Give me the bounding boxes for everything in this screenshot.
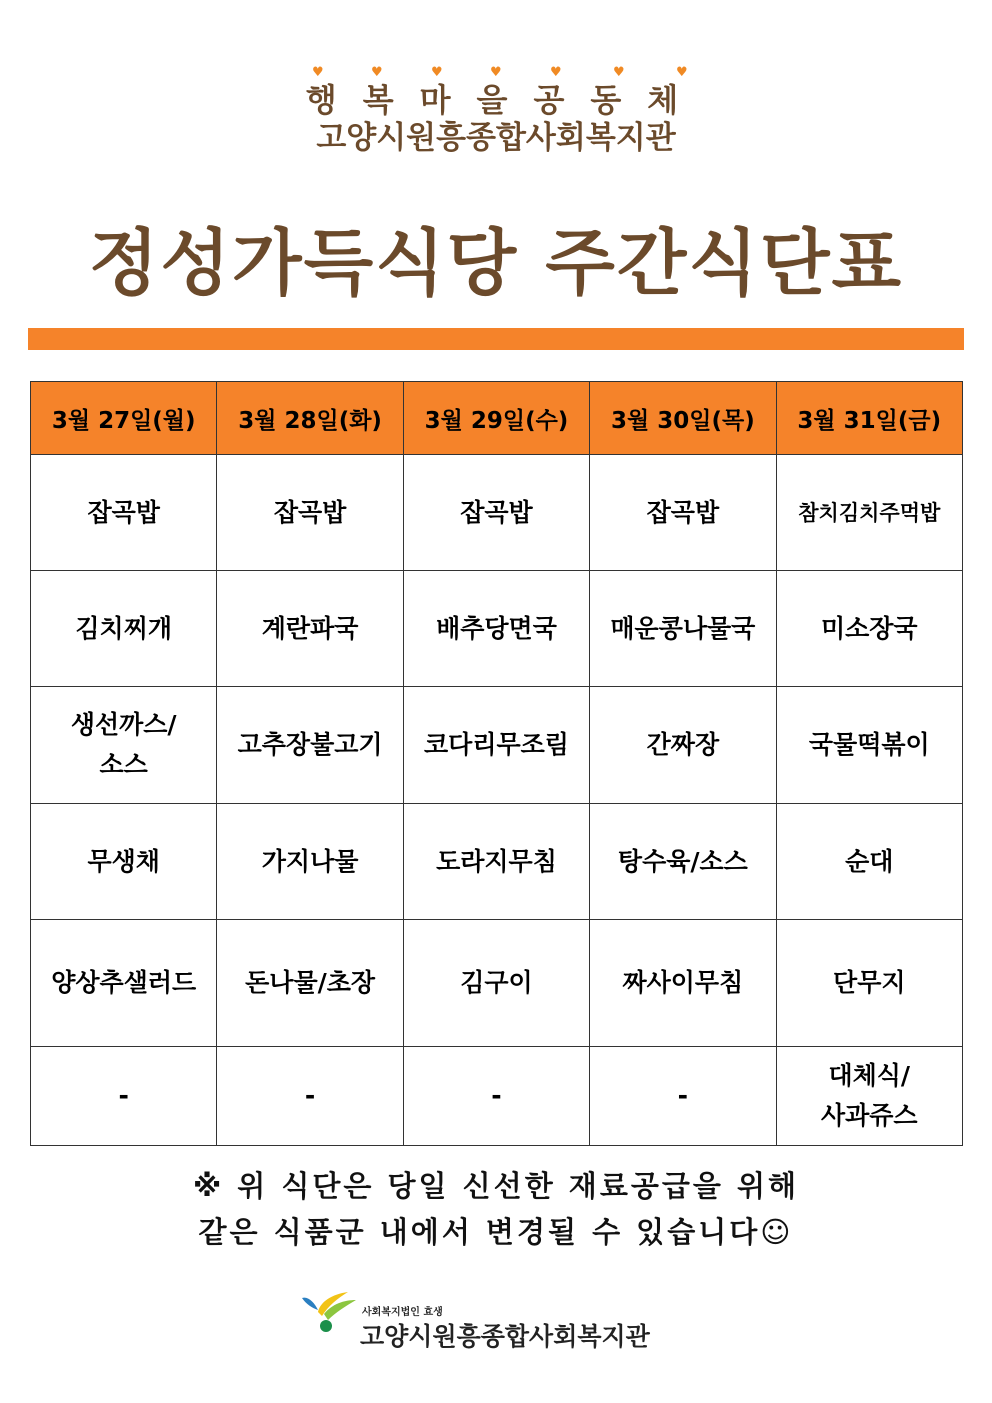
day-header: 3월 30일(목) — [590, 382, 776, 455]
menu-cell: 돈나물/초장 — [217, 920, 403, 1047]
table-row — [31, 920, 963, 1047]
menu-cell — [776, 1047, 962, 1146]
menu-cell-line: 생선까스/ — [70, 710, 177, 739]
notice-line: 같은 식품군 내에서 변경될 수 있습니다☺ — [198, 1215, 794, 1249]
menu-cell: 순대 — [776, 804, 962, 920]
menu-cell: 도라지무침 — [403, 804, 589, 920]
logo-mark-icon — [298, 1290, 360, 1350]
welfare-center-logo — [298, 1290, 678, 1370]
logo-small-text: 사회복지법인 효생 — [362, 1307, 443, 1318]
menu-cell-line: 소스 — [99, 750, 148, 779]
menu-cell: 단무지 — [776, 920, 962, 1047]
notice-line: ※ 위 식단은 당일 신선한 재료공급을 위해 — [193, 1169, 799, 1203]
menu-cell: 잡곡밥 — [403, 455, 589, 571]
menu-cell: 양상추샐러드 — [31, 920, 217, 1047]
menu-cell: - — [403, 1047, 589, 1146]
menu-cell: 참치김치주먹밥 — [776, 455, 962, 571]
menu-cell-line: 대체식/ — [828, 1061, 911, 1090]
menu-cell-line: 사과쥬스 — [820, 1101, 918, 1130]
menu-cell: 잡곡밥 — [31, 455, 217, 571]
menu-cell: 배추당면국 — [403, 571, 589, 687]
menu-cell: 탕수육/소스 — [590, 804, 776, 920]
menu-cell: 코다리무조림 — [403, 687, 589, 804]
menu-cell: 김치찌개 — [31, 571, 217, 687]
day-header: 3월 31일(금) — [776, 382, 962, 455]
menu-cell: 잡곡밥 — [590, 455, 776, 571]
menu-cell: 잡곡밥 — [217, 455, 403, 571]
day-header: 3월 29일(수) — [403, 382, 589, 455]
menu-change-notice — [0, 1163, 992, 1255]
table-row — [31, 571, 963, 687]
day-header: 3월 27일(월) — [31, 382, 217, 455]
page-title: 정성가득식당 주간식단표 — [88, 221, 904, 305]
table-row — [31, 804, 963, 920]
weekly-menu-table — [30, 381, 963, 1146]
day-header: 3월 28일(화) — [217, 382, 403, 455]
menu-cell: 간짜장 — [590, 687, 776, 804]
heart-icon: ♥ — [550, 65, 562, 80]
heart-icon: ♥ — [676, 65, 688, 80]
heart-icon: ♥ — [490, 65, 502, 80]
menu-cell: - — [590, 1047, 776, 1146]
menu-cell: 짜사이무침 — [590, 920, 776, 1047]
menu-cell: 매운콩나물국 — [590, 571, 776, 687]
table-row — [31, 687, 963, 804]
org-name: 고양시원흥종합사회복지관 — [316, 120, 676, 156]
menu-cell: - — [217, 1047, 403, 1146]
menu-cell — [31, 687, 217, 804]
heart-icon: ♥ — [312, 65, 324, 80]
menu-cell: 계란파국 — [217, 571, 403, 687]
menu-cell: 국물떡볶이 — [776, 687, 962, 804]
title-divider — [28, 328, 964, 350]
logo-main-text: 고양시원흥종합사회복지관 — [360, 1322, 650, 1351]
heart-icon: ♥ — [371, 65, 383, 80]
heart-icon: ♥ — [431, 65, 443, 80]
table-row — [31, 1047, 963, 1146]
menu-cell: 가지나물 — [217, 804, 403, 920]
menu-cell: 고추장불고기 — [217, 687, 403, 804]
org-spaced-title: 행복마을공동체 — [305, 81, 705, 119]
menu-cell: 김구이 — [403, 920, 589, 1047]
menu-cell: 미소장국 — [776, 571, 962, 687]
heart-icon: ♥ — [613, 65, 625, 80]
menu-cell: 무생채 — [31, 804, 217, 920]
menu-header-row — [31, 382, 963, 455]
menu-cell: - — [31, 1047, 217, 1146]
table-row — [31, 455, 963, 571]
